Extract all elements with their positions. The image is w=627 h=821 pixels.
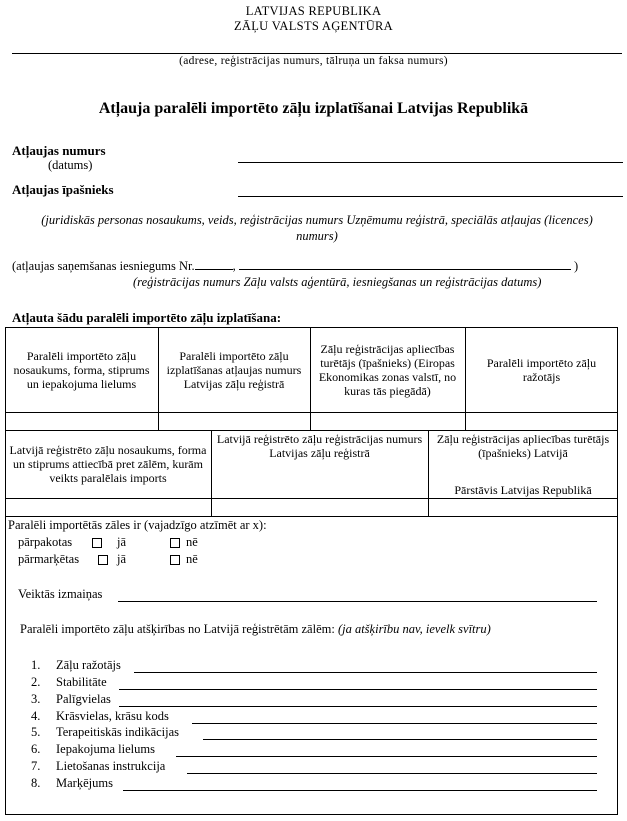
address-note: (adrese, reģistrācijas numurs, tālruņa un faksa numurs) <box>179 55 448 67</box>
t2-cell-lv-name[interactable] <box>5 499 211 516</box>
application-number-field[interactable] <box>195 269 233 270</box>
application-line: (atļaujas saņemšanas iesniegums Nr. , ) <box>12 259 579 273</box>
changes-label: Veiktās izmaiņas <box>18 587 103 601</box>
diff-label-8: Marķējums <box>56 776 113 790</box>
diff-field-3[interactable] <box>119 706 597 707</box>
differences-note: (ja atšķirību nav, ievelk svītru) <box>337 622 491 636</box>
t1-header-holder: Zāļu reģistrācijas apliecības turētājs (īpašnieks) (Eiropas Ekonomikas zonas valstī, no kuras tās piegādā) <box>318 341 457 398</box>
diff-num-6: 6. <box>31 742 41 756</box>
repackaged-yes-checkbox[interactable] <box>92 538 102 548</box>
diff-label-5: Terapeitiskās indikācijas <box>56 725 180 739</box>
relabelled-no-checkbox[interactable] <box>170 555 180 565</box>
permit-owner-field[interactable] <box>238 196 623 197</box>
permit-number-label: Atļaujas numurs <box>12 143 106 158</box>
t2-cell-lv-holder[interactable] <box>428 499 618 516</box>
diff-num-3: 3. <box>31 692 41 706</box>
t2-cell-lv-reg-number[interactable] <box>211 499 428 516</box>
t2-header-representative: Pārstāvis Latvijas Republikā <box>454 483 592 497</box>
permit-owner-label: Atļaujas īpašnieks <box>12 182 114 197</box>
diff-field-7[interactable] <box>187 773 597 774</box>
repackaged-no-label: nē <box>186 535 198 549</box>
t1-header-permit-number: Paralēli importēto zāļu izplatīšanas atļaujas numurs Latvijas zāļu reģistrā <box>166 348 302 391</box>
relabelled-no-label: nē <box>186 552 198 566</box>
relabelled-yes-checkbox[interactable] <box>98 555 108 565</box>
t2-header-lv-reg-number: Latvijā reģistrēto zāļu reģistrācijas numurs Latvijas zāļu reģistrā <box>216 432 423 460</box>
differences-intro: Paralēli importēto zāļu atšķirības no Latvijā reģistrētām zālēm: <box>20 622 335 636</box>
t1-cell-holder[interactable] <box>310 413 465 430</box>
diff-field-5[interactable] <box>203 739 597 740</box>
diff-num-5: 5. <box>31 725 41 739</box>
diff-field-1[interactable] <box>134 672 597 673</box>
diff-field-6[interactable] <box>176 756 597 757</box>
agency-country: LATVIJAS REPUBLIKA <box>245 4 382 18</box>
application-details-field[interactable] <box>239 269 571 270</box>
document-title: Atļauja paralēli importēto zāļu izplatīšanai Latvijas Republikā <box>98 100 529 117</box>
diff-field-4[interactable] <box>192 723 597 724</box>
t1-cell-name[interactable] <box>5 413 158 430</box>
diff-num-1: 1. <box>31 658 41 672</box>
diff-field-2[interactable] <box>119 689 597 690</box>
diff-num-7: 7. <box>31 759 41 773</box>
t1-header-manufacturer: Paralēli importēto zāļu ražotājs <box>486 355 597 384</box>
permit-number-field[interactable] <box>238 162 623 163</box>
t2-header-lv-name: Latvijā reģistrēto zāļu nosaukums, forma un stiprums attiecībā pret zālēm, kurām veikts paralēlais imports <box>9 443 207 485</box>
application-prefix: (atļaujas saņemšanas iesniegums Nr. <box>12 259 195 273</box>
address-line <box>12 53 622 54</box>
diff-num-8: 8. <box>31 776 41 790</box>
t1-header-name: Paralēli importēto zāļu nosaukums, forma, stiprums un iepakojuma lielums <box>13 348 150 391</box>
t1-cell-manufacturer[interactable] <box>465 413 618 430</box>
t1-cell-permit-number[interactable] <box>158 413 310 430</box>
relabelled-yes-label: jā <box>117 552 127 566</box>
repackaged-yes-label: jā <box>117 535 127 549</box>
diff-label-3: Palīgvielas <box>56 692 111 706</box>
option-label-relabelled: pārmarķētas <box>18 552 80 566</box>
diff-label-2: Stabilitāte <box>56 675 107 689</box>
differences-intro-line <box>20 622 491 637</box>
diff-num-2: 2. <box>31 675 41 689</box>
diff-label-7: Lietošanas instrukcija <box>56 759 166 773</box>
application-note: (reģistrācijas numurs Zāļu valsts aģentūrā, iesniegšanas un reģistrācijas datums) <box>133 275 542 289</box>
diff-field-8[interactable] <box>123 790 597 791</box>
section-title: Atļauta šādu paralēli importēto zāļu izplatīšana: <box>12 310 282 325</box>
permit-date-label: (datums) <box>48 158 93 172</box>
options-intro: Paralēli importētās zāles ir (vajadzīgo atzīmēt ar x): <box>8 518 267 532</box>
repackaged-no-checkbox[interactable] <box>170 538 180 548</box>
option-label-repackaged: pārpakotas <box>18 535 73 549</box>
t2-header-lv-holder: Zāļu reģistrācijas apliecības turētājs (īpašnieks) Latvijā <box>436 432 610 460</box>
diff-label-1: Zāļu ražotājs <box>56 658 121 672</box>
diff-num-4: 4. <box>31 709 41 723</box>
owner-note: (juridiskās personas nosaukums, veids, reģistrācijas numurs Uzņēmumu reģistrā, speciālās atļaujas (licences) numurs) <box>41 213 593 243</box>
changes-field[interactable] <box>118 601 597 602</box>
agency-name: ZĀĻU VALSTS AĢENTŪRA <box>233 19 394 33</box>
diff-label-6: Iepakojuma lielums <box>56 742 155 756</box>
diff-label-4: Krāsvielas, krāsu kods <box>56 709 169 723</box>
